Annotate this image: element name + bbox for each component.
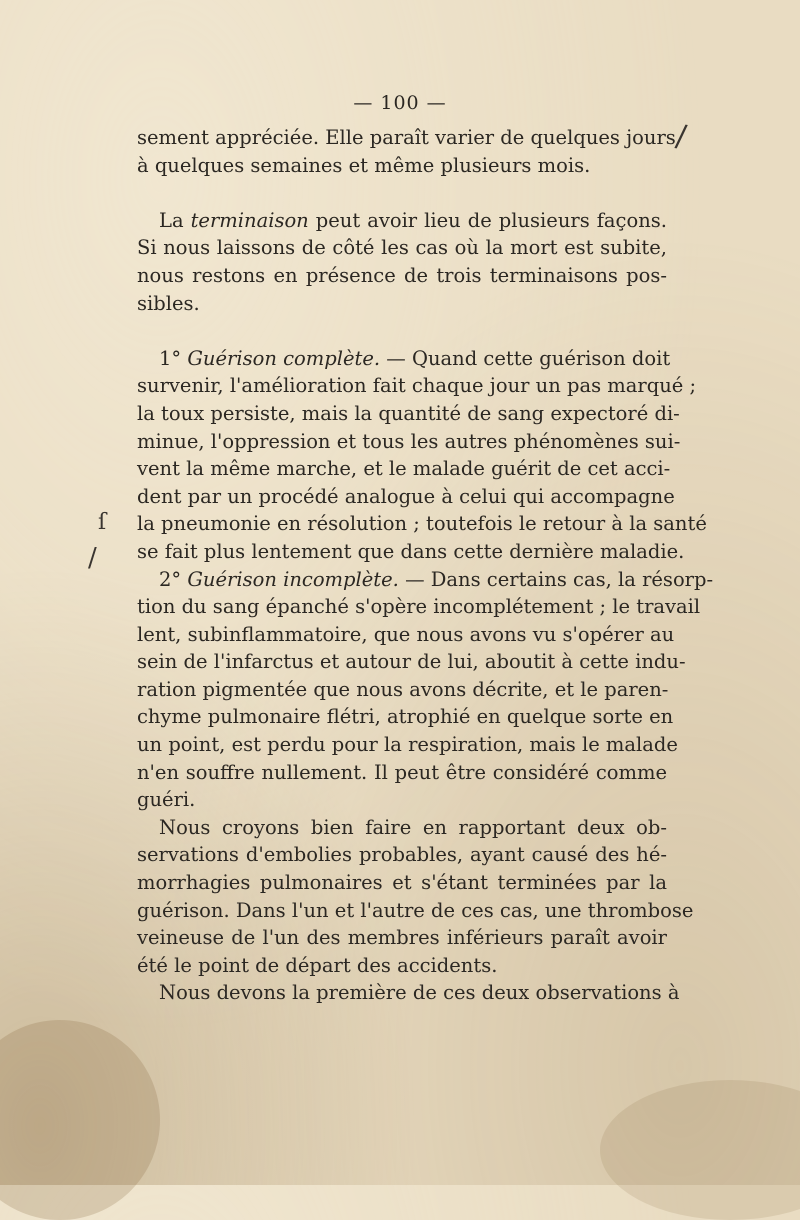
text-line: un point, est perdu pour la respiration, mais le malade — [137, 733, 678, 757]
text-line: été le point de départ des accidents. — [137, 953, 498, 977]
text-line: Si nous laissons de côté les cas où la mort est subite, — [137, 236, 667, 260]
italic-heading: Guérison complète. — [187, 346, 381, 370]
text-line: servations d'embolies probables, ayant causé des hé- — [137, 843, 667, 867]
text-line: nous restons en présence de trois terminaisons pos- — [137, 263, 667, 287]
text-line: se fait plus lentement que dans cette dernière maladie. — [137, 539, 685, 563]
text-line: guérison. Dans l'un et l'autre de ces cas, une thrombose — [137, 898, 694, 922]
text-line: morrhagies pulmonaires et s'étant terminées par la — [137, 871, 667, 895]
text-line: 2° Guérison incomplète. — Dans certains cas, la résorp- — [159, 567, 714, 591]
paragraph-gap — [137, 317, 667, 345]
text-line: ration pigmentée que nous avons décrite, et le paren- — [137, 677, 669, 701]
text-line: n'en souffre nullement. Il peut être considéré comme — [137, 760, 667, 784]
italic-heading: Guérison incomplète. — [187, 567, 399, 591]
text-line: dent par un procédé analogue à celui qui accompagne — [137, 484, 675, 508]
text-line: vent la même marche, et le malade guérit de cet acci- — [137, 457, 671, 481]
margin-mark-left-2: / — [88, 543, 97, 573]
text-line: survenir, l'amélioration fait chaque jour un pas marqué ; — [137, 374, 697, 398]
text-line: la pneumonie en résolution ; toutefois le retour à la santé — [137, 512, 707, 536]
page-number: — 100 — — [353, 92, 447, 114]
text-line: minue, l'oppression et tous les autres phénomènes sui- — [137, 429, 681, 453]
paragraph-gap — [137, 179, 667, 207]
text-line: Nous devons la première de ces deux observations à — [159, 981, 680, 1005]
text-line: 1° Guérison complète. — Quand cette guérison doit — [159, 346, 671, 370]
text-line: Nous croyons bien faire en rapportant deux ob- — [159, 815, 667, 839]
text-line: sement appréciée. Elle paraît varier de quelques jours — [137, 126, 676, 149]
text-line: lent, subinflammatoire, que nous avons vu s'opérer au — [137, 622, 675, 646]
text-line: tion du sang épanché s'opère incomplétement ; le travail — [137, 595, 701, 619]
text-line: chyme pulmonaire flétri, atrophié en quelque sorte en — [137, 705, 674, 729]
paper-stain — [0, 1020, 160, 1220]
body-text — [137, 124, 714, 1007]
text-line: guéri. — [137, 788, 196, 812]
text-line: sein de l'infarctus et autour de lui, aboutit à cette indu- — [137, 650, 686, 674]
paper-stain — [600, 1080, 800, 1220]
text-line: La terminaison peut avoir lieu de plusieurs façons. — [159, 208, 667, 232]
italic-term: terminaison — [190, 208, 309, 232]
text-line: la toux persiste, mais la quantité de sang expectoré di- — [137, 401, 680, 425]
margin-mark-right: / — [673, 118, 689, 155]
text-line: à quelques semaines et même plusieurs mois. — [137, 153, 591, 177]
text-line: veineuse de l'un des membres inférieurs paraît avoir — [137, 926, 667, 950]
margin-mark-left-1: ſ — [98, 510, 107, 535]
text-line: sibles. — [137, 291, 200, 315]
